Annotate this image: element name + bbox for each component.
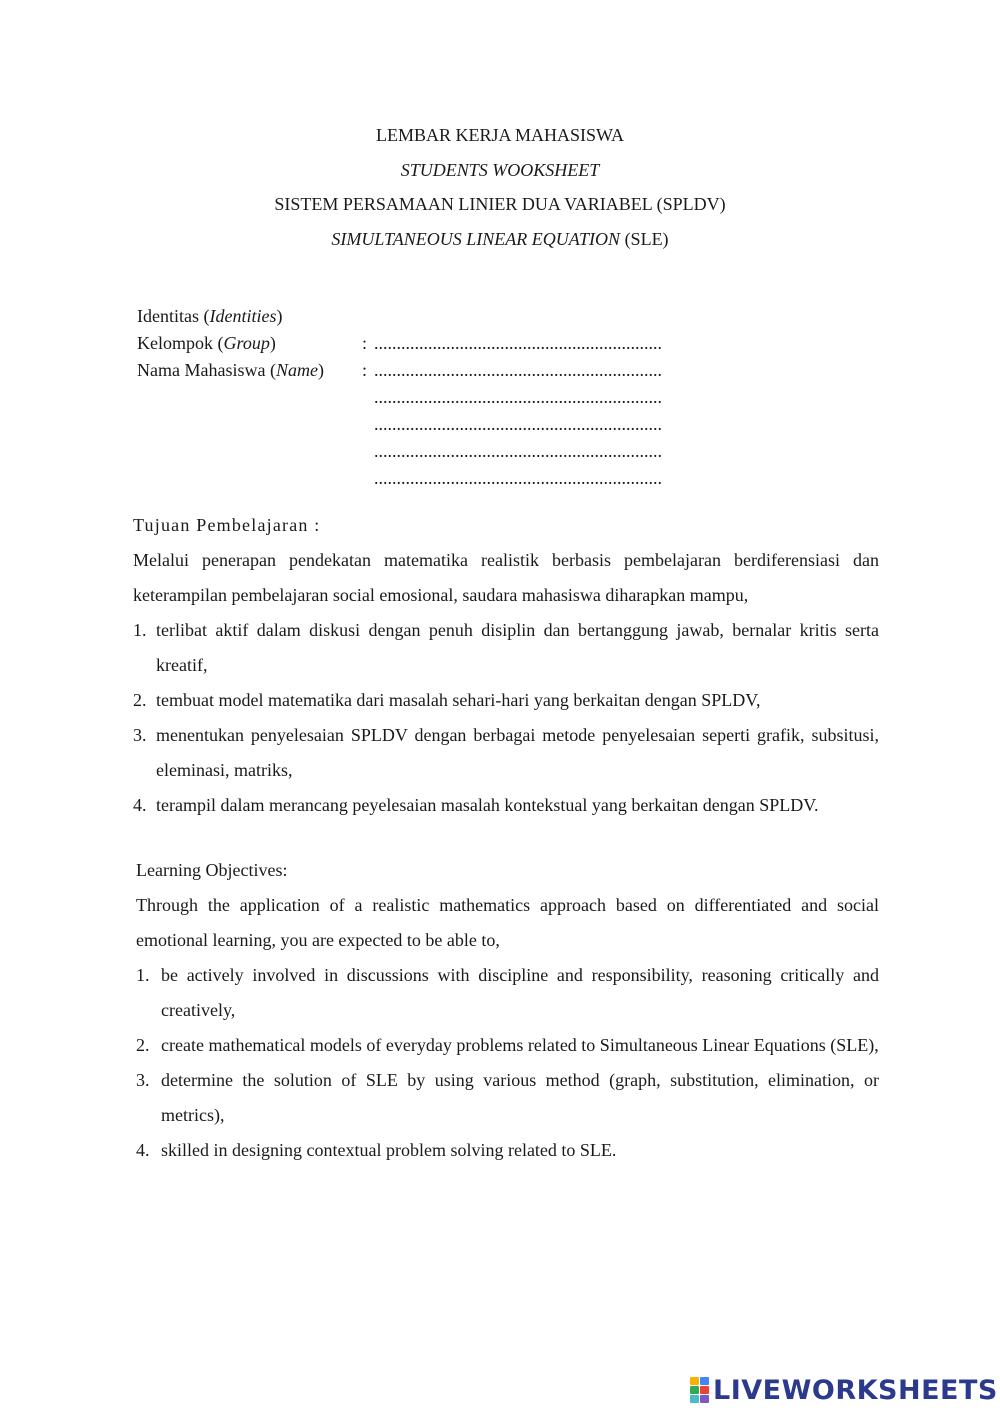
name-row-3 [137, 411, 662, 438]
tujuan-list [133, 613, 879, 823]
objectives-heading: Learning Objectives: [136, 860, 288, 880]
liveworksheets-logo-icon [690, 1377, 709, 1403]
name-field-5[interactable]: ................................................................ [374, 468, 662, 488]
group-label: Kelompok (Group) [137, 333, 276, 353]
objectives-section [136, 855, 879, 1168]
tujuan-intro: Melalui penerapan pendekatan matematika realistik berbasis pembelajaran berdiferensiasi dan keterampilan pembelajaran social emosional, saudara mahasiswa diharapkan mampu, [133, 550, 879, 605]
group-field[interactable]: ................................................................ [374, 333, 662, 353]
name-label: Nama Mahasiswa (Name) [137, 360, 324, 380]
tujuan-heading: Tujuan Pembelajaran : [133, 515, 321, 535]
title-line-3: SISTEM PERSAMAAN LINIER DUA VARIABEL (SPLDV) [274, 194, 726, 214]
list-item: 4. terampil dalam merancang peyelesaian masalah kontekstual yang berkaitan dengan SPLDV. [133, 795, 819, 815]
list-item: 4. skilled in designing contextual problem solving related to SLE. [136, 1140, 617, 1160]
list-item: 3. menentukan penyelesaian SPLDV dengan berbagai metode penyelesaian seperti grafik, subsitusi, eleminasi, matriks, [133, 725, 879, 780]
list-item: 1. be actively involved in discussions with discipline and responsibility, reasoning critically and creatively, [136, 965, 879, 1020]
tujuan-section [133, 510, 879, 823]
name-row-4 [137, 438, 662, 465]
name-colon: : [362, 360, 368, 380]
title-block [0, 118, 1000, 256]
liveworksheets-logo[interactable] [690, 1372, 998, 1408]
name-field-2[interactable]: ................................................................ [374, 387, 662, 407]
logo-text: LIVEWORKSHEETS [713, 1374, 998, 1406]
title-line-1: LEMBAR KERJA MAHASISWA [375, 125, 625, 145]
list-item: 1. terlibat aktif dalam diskusi dengan penuh disiplin dan bertanggung jawab, bernalar kritis serta kreatif, [133, 620, 879, 675]
list-item: 3. determine the solution of SLE by using various method (graph, substitution, elimination, or metrics), [136, 1070, 879, 1125]
title-line-4 [0, 222, 1000, 257]
list-item: 2. tembuat model matematika dari masalah sehari-hari yang berkaitan dengan SPLDV, [133, 690, 761, 710]
name-row [137, 357, 662, 384]
identity-block [137, 303, 662, 492]
name-field-4[interactable]: ................................................................ [374, 441, 662, 461]
name-field-1[interactable]: ................................................................ [374, 360, 662, 380]
title-line-4-italic: SIMULTANEOUS LINEAR EQUATION [331, 228, 621, 249]
list-item: 2. create mathematical models of everyday problems related to Simultaneous Linear Equations (SLE), [136, 1035, 879, 1055]
title-line-4-rest: (SLE) [620, 228, 669, 249]
group-row [137, 330, 662, 357]
name-field-3[interactable]: ................................................................ [374, 414, 662, 434]
objectives-intro: Through the application of a realistic mathematics approach based on differentiated and social emotional learning, you are expected to be able to, [136, 895, 879, 950]
identity-heading: Identitas (Identities) [137, 306, 283, 326]
name-row-5 [137, 465, 662, 492]
objectives-list [136, 958, 879, 1168]
name-row-2 [137, 384, 662, 411]
group-colon: : [362, 333, 368, 353]
title-line-2: STUDENTS WOOKSHEET [400, 159, 600, 180]
